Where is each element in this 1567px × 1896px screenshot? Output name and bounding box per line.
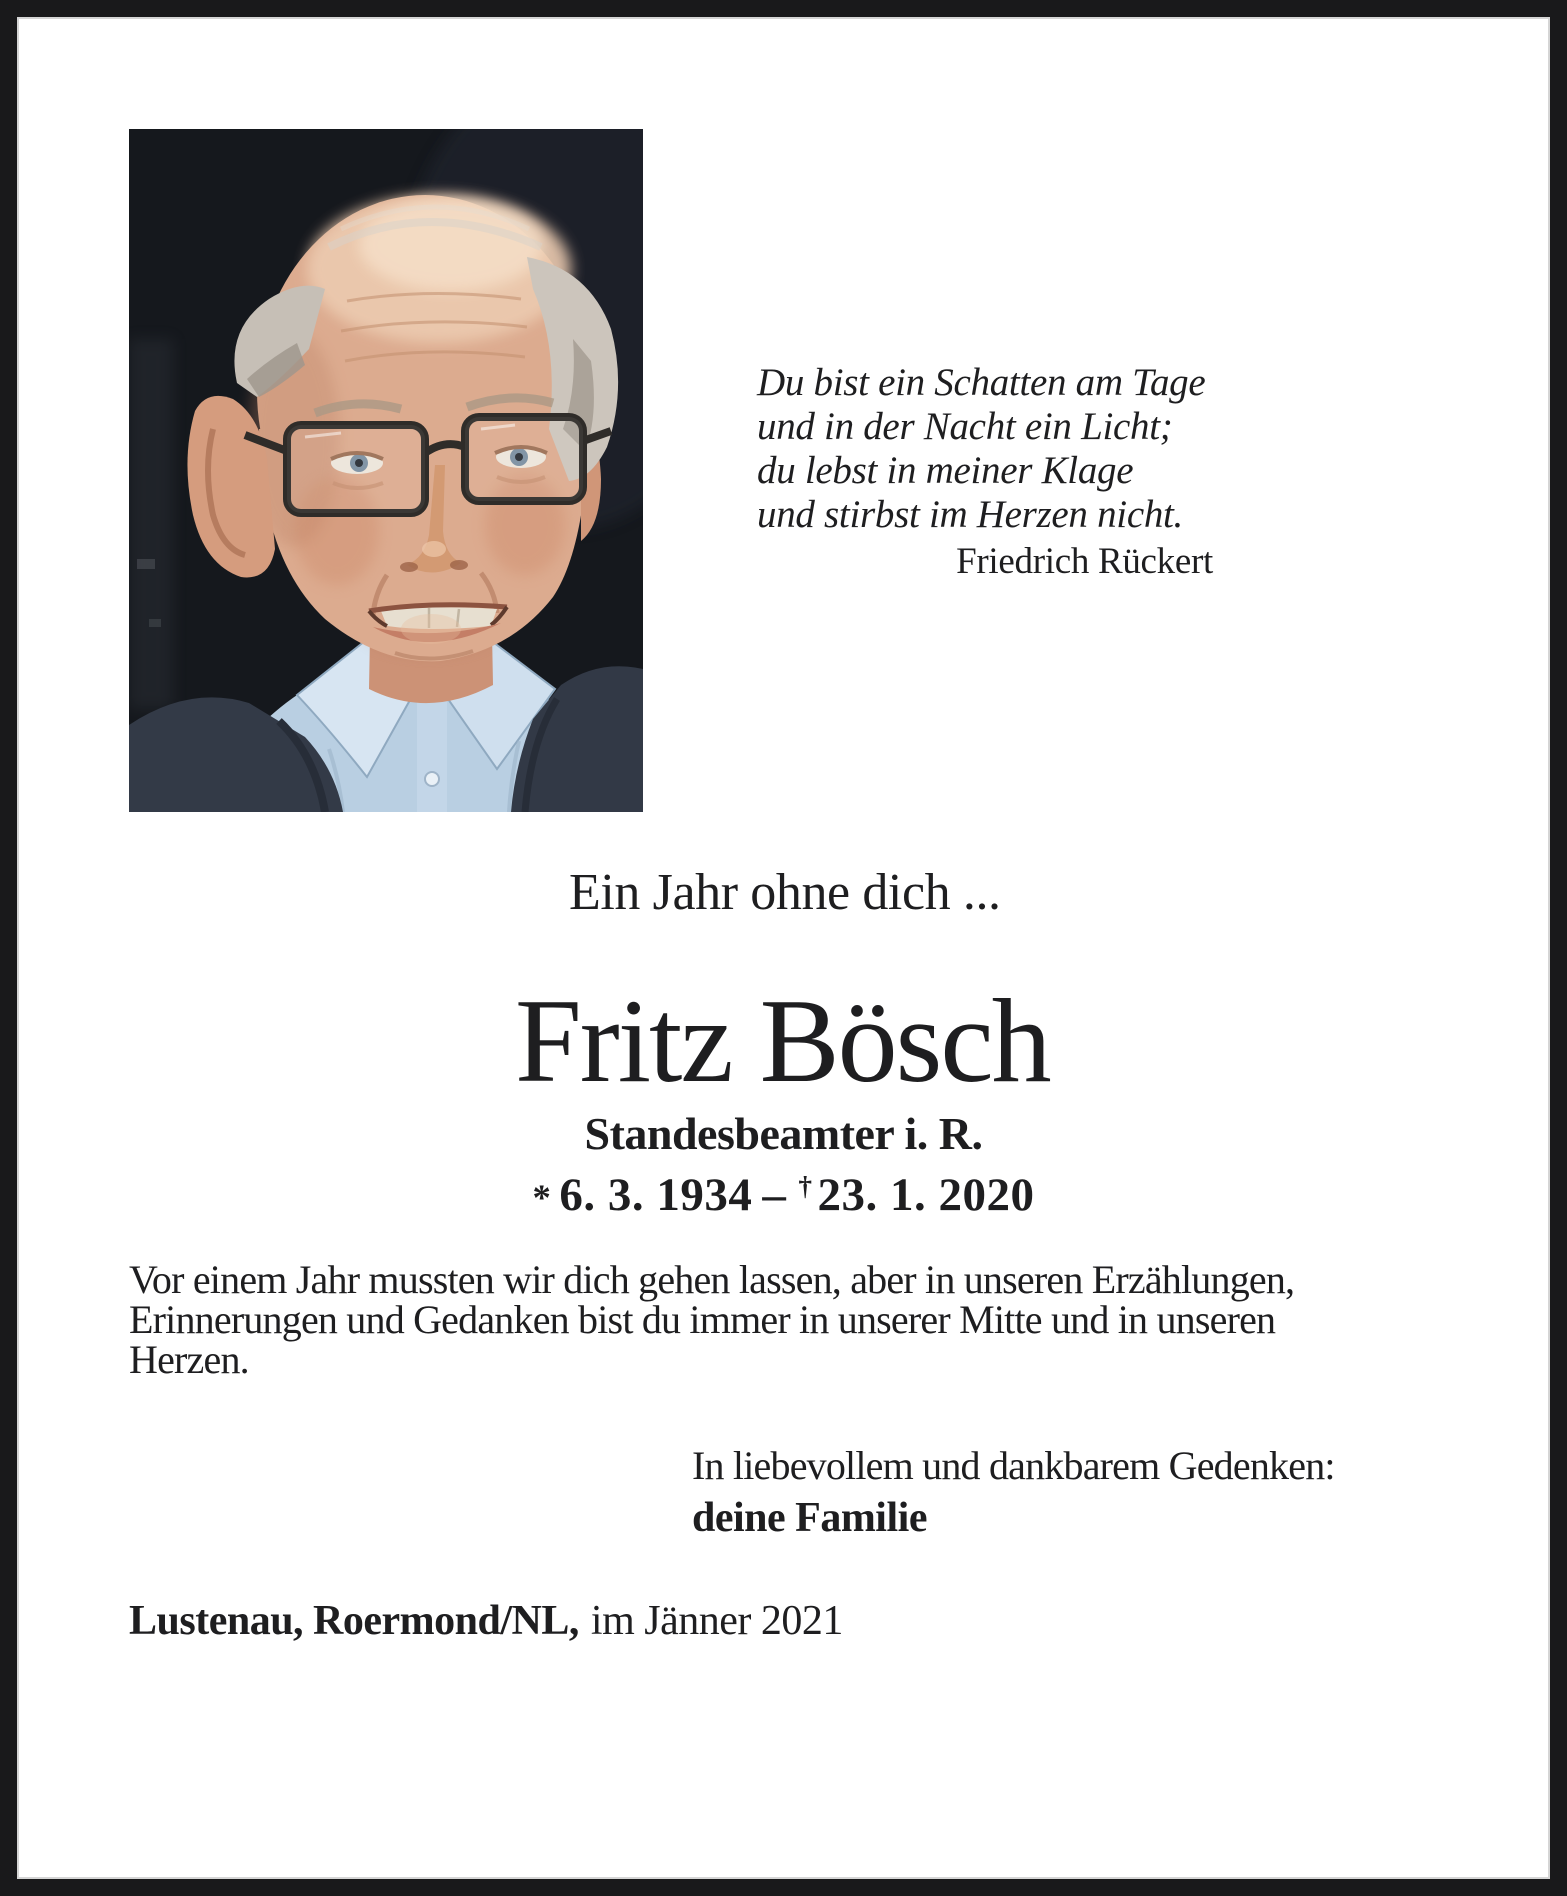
poem-line: und in der Nacht ein Licht; bbox=[757, 405, 1173, 448]
memorial-text-line: Erinnerungen und Gedanken bist du immer in unserer Mitte und in unseren bbox=[129, 1297, 1276, 1342]
memorial-poem bbox=[757, 361, 1213, 583]
memorial-text-line: Vor einem Jahr mussten wir dich gehen lassen, aber in unseren Erzählungen, bbox=[129, 1257, 1295, 1302]
intro-line: Ein Jahr ohne dich ... bbox=[569, 864, 1001, 921]
birth-star-icon: * bbox=[532, 1176, 552, 1218]
poem-line: du lebst in meiner Klage bbox=[757, 449, 1134, 492]
memorial-text bbox=[129, 1257, 1474, 1382]
place-date-line bbox=[129, 1598, 843, 1644]
memorial-text-line: Herzen. bbox=[129, 1337, 249, 1382]
deceased-name: Fritz Bösch bbox=[515, 974, 1050, 1107]
poem-line: und stirbst im Herzen nicht. bbox=[757, 493, 1184, 536]
death-date: 23. 1. 2020 bbox=[817, 1168, 1035, 1221]
footer-date: im Jänner 2021 bbox=[590, 1598, 843, 1644]
life-dates bbox=[17, 1160, 1550, 1224]
footer-place: Lustenau, Roermond/NL, bbox=[129, 1598, 579, 1644]
poem-line: Du bist ein Schatten am Tage bbox=[757, 361, 1206, 404]
date-separator: – bbox=[762, 1168, 787, 1221]
family-signature: deine Familie bbox=[692, 1495, 927, 1541]
poem-attribution: Friedrich Rückert bbox=[956, 541, 1213, 582]
death-cross-icon: † bbox=[798, 1171, 813, 1201]
closing-line: In liebevollem und dankbarem Gedenken: bbox=[692, 1443, 1335, 1488]
birth-date: 6. 3. 1934 bbox=[559, 1168, 753, 1221]
closing-block bbox=[692, 1443, 1335, 1541]
portrait-photo bbox=[129, 129, 643, 812]
deceased-title: Standesbeamter i. R. bbox=[584, 1108, 983, 1159]
